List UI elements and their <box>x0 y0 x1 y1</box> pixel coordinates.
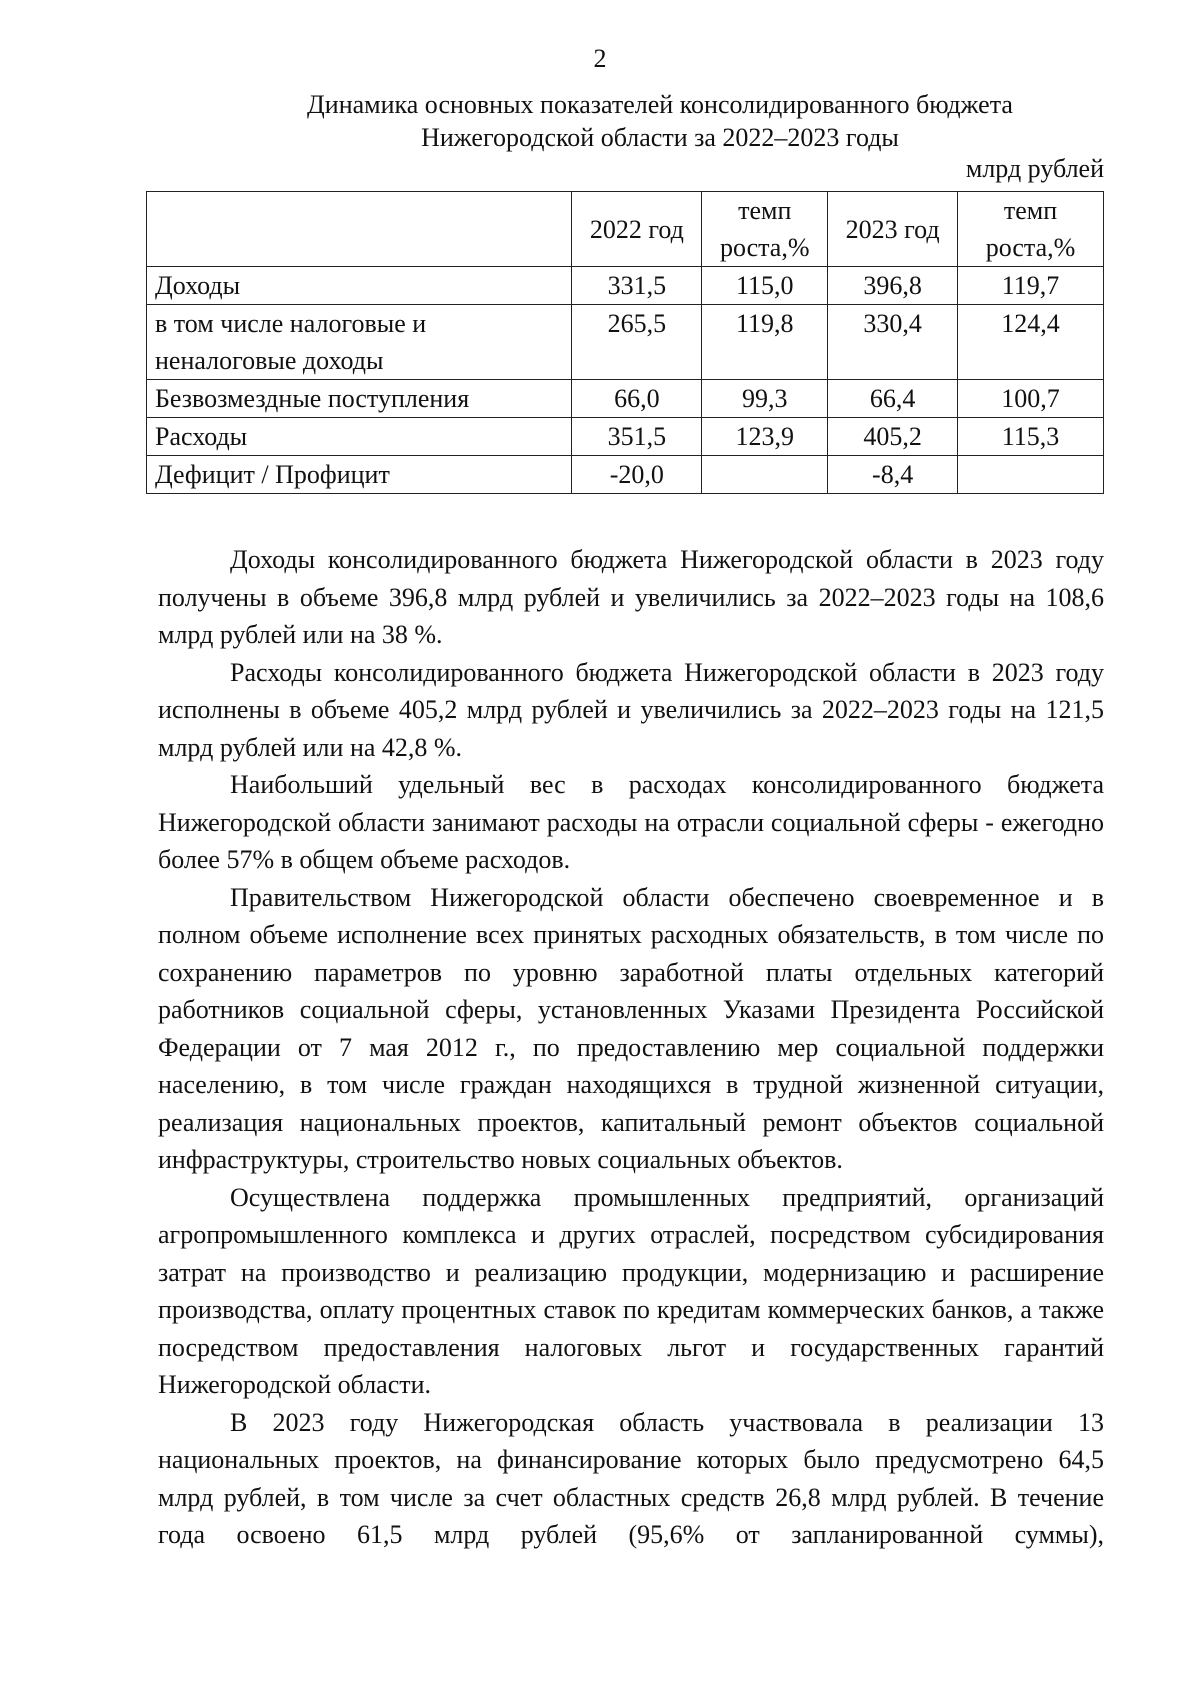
cell-2023: 396,8 <box>828 267 958 305</box>
cell-2022: -20,0 <box>572 456 702 494</box>
row-label: Дефицит / Профицит <box>147 456 572 494</box>
paragraph: Доходы консолидированного бюджета Нижегородской области в 2023 году получены в объеме 396,8 млрд рублей и увеличились за 2022–2023 годы на 108,6 млрд рублей или на 38 %. <box>158 545 1104 649</box>
row-label: Расходы <box>147 418 572 456</box>
header-2023: 2023 год <box>828 192 958 267</box>
cell-2023: 405,2 <box>828 418 958 456</box>
table-row <box>147 418 1104 456</box>
cell-2022: 331,5 <box>572 267 702 305</box>
cell-2022: 351,5 <box>572 418 702 456</box>
row-label: Безвозмездные поступления <box>147 380 572 418</box>
cell-growth-2022: 115,0 <box>702 267 828 305</box>
table-row <box>147 305 1104 380</box>
cell-growth-2023: 100,7 <box>958 380 1104 418</box>
cell-growth-2023: 119,7 <box>958 267 1104 305</box>
table-header-row <box>147 192 1104 267</box>
table-row <box>147 456 1104 494</box>
cell-2022: 265,5 <box>572 305 702 380</box>
budget-table <box>146 191 1104 494</box>
body-text <box>158 541 1104 1554</box>
paragraph: В 2023 году Нижегородская область участвовала в реализации 13 национальных проектов, на финансирование которых было предусмотрено 64,5 млрд рублей, в том числе за счет областных средств 26,8 млрд рублей. В течение года освоено 61,5 млрд рублей (95,6% от запланированной суммы), <box>158 1407 1104 1549</box>
cell-growth-2023: 115,3 <box>958 418 1104 456</box>
header-growth-2022: темп роста,% <box>702 192 828 267</box>
cell-2022: 66,0 <box>572 380 702 418</box>
paragraph: Осуществлена поддержка промышленных предприятий, организаций агропромышленного комплекса и других отраслей, посредством субсидирования затрат на производство и реализацию продукции, модернизацию и расширение производства, оплату процентных ставок по кредитам коммерческих банков, а также посредством предоставления налоговых льгот и государственных гарантий Нижегородской области. <box>158 1182 1104 1399</box>
cell-2023: 66,4 <box>828 380 958 418</box>
title-line-1: Динамика основных показателей консолидированного бюджета <box>307 90 1013 119</box>
cell-2023: -8,4 <box>828 456 958 494</box>
units-label: млрд рублей <box>965 154 1104 183</box>
cell-growth-2022: 99,3 <box>702 380 828 418</box>
row-label: Доходы <box>147 267 572 305</box>
table-row <box>147 380 1104 418</box>
cell-growth-2022: 123,9 <box>702 418 828 456</box>
title-line-2: Нижегородской области за 2022–2023 годы <box>421 123 899 152</box>
header-2022: 2022 год <box>572 192 702 267</box>
page-number: 2 <box>593 44 607 73</box>
cell-growth-2023 <box>958 456 1104 494</box>
paragraph: Наибольший удельный вес в расходах консолидированного бюджета Нижегородской области занимают расходы на отрасли социальной сферы - ежегодно более 57% в общем объеме расходов. <box>158 770 1104 874</box>
cell-2023: 330,4 <box>828 305 958 380</box>
header-growth-2023: темп роста,% <box>958 192 1104 267</box>
cell-growth-2022 <box>702 456 828 494</box>
cell-growth-2022: 119,8 <box>702 305 828 380</box>
cell-growth-2023: 124,4 <box>958 305 1104 380</box>
paragraph: Расходы консолидированного бюджета Нижегородской области в 2023 году исполнены в объеме 405,2 млрд рублей и увеличились за 2022–2023 годы на 121,5 млрд рублей или на 42,8 %. <box>158 657 1104 762</box>
table-row <box>147 267 1104 305</box>
header-empty <box>147 192 572 267</box>
table-title <box>250 88 1070 154</box>
paragraph: Правительством Нижегородской области обеспечено своевременное и в полном объеме исполнение всех принятых расходных обязательств, в том числе по сохранению параметров по уровню заработной платы отдельных категорий работников социальной сферы, установленных Указами Президента Российской Федерации от 7 мая 2012 г., по предоставлению мер социальной поддержки населению, в том числе граждан находящихся в трудной жизненной ситуации, реализация национальных проектов, капитальный ремонт объектов социальной инфраструктуры, строительство новых социальных объектов. <box>158 882 1104 1174</box>
row-label: в том числе налоговые и неналоговые доходы <box>147 305 572 380</box>
